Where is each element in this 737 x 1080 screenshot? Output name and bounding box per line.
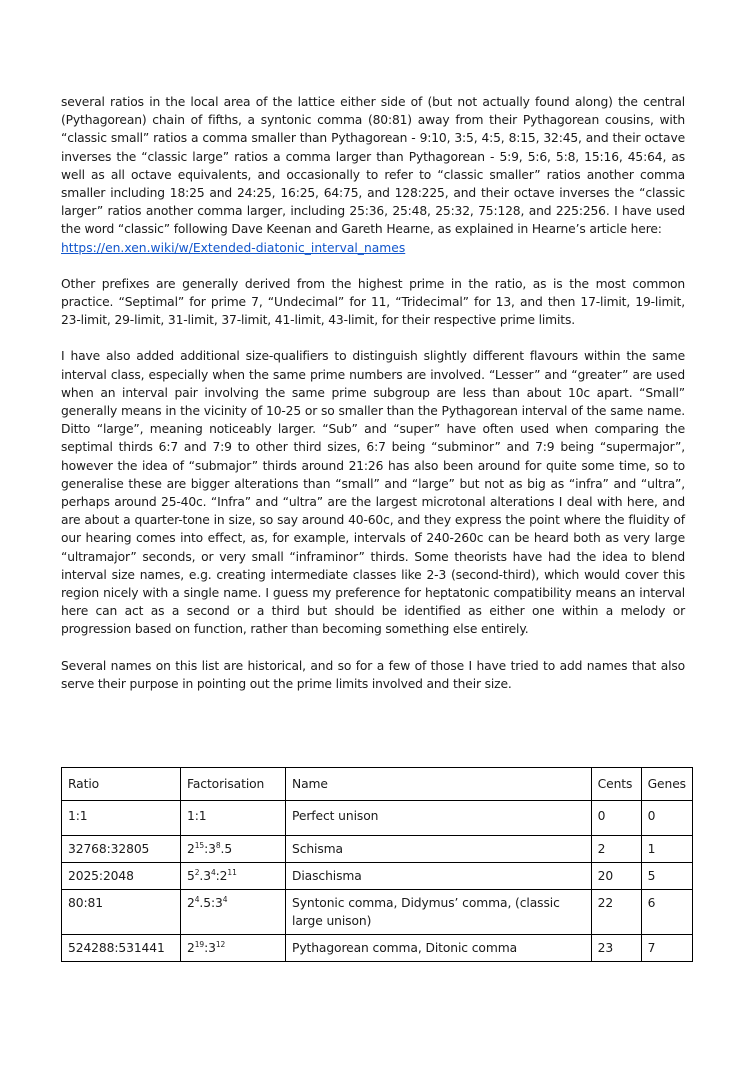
header-ratio: Ratio (62, 768, 181, 801)
table-row (62, 890, 693, 935)
table-row (62, 935, 693, 962)
factor-base: 2 (187, 896, 195, 910)
xen-wiki-link[interactable]: https://en.xen.wiki/w/Extended-diatonic_interval_names (61, 240, 406, 255)
cell-name: Syntonic comma, Didymus’ comma, (classic large unison) (286, 890, 592, 935)
cell-cents: 2 (591, 836, 641, 863)
factor-base: .5 (220, 842, 233, 856)
table-row (62, 836, 693, 863)
cell-cents: 0 (591, 801, 641, 836)
cell-name: Perfect unison (286, 801, 592, 836)
header-cents: Cents (591, 768, 641, 801)
header-name: Name (286, 768, 592, 801)
interval-table (61, 767, 693, 962)
factor-exponent: 8 (215, 840, 221, 850)
cell-genes: 6 (641, 890, 692, 935)
factor-base: 2 (187, 941, 195, 955)
factor-base: 2 (187, 842, 195, 856)
cell-name: Diaschisma (286, 863, 592, 890)
factor-base: .3 (199, 869, 211, 883)
factor-exponent: 2 (194, 867, 200, 877)
factor-base: :3 (204, 842, 216, 856)
table-row (62, 863, 693, 890)
paragraph-prime-prefixes: Other prefixes are generally derived from the highest prime in the ratio, as is the most common practice. “Septimal” for prime 7, “Undecimal” for 11, “Tridecimal” for 13, and then 17-limit, 19-limit, 23-limit, 29-limit, 31-limit, 37-limit, 41-limit, 43-limit, for their respective prime limits. (61, 276, 685, 328)
cell-ratio: 524288:531441 (62, 935, 181, 962)
cell-factorisation (181, 801, 286, 836)
cell-cents: 23 (591, 935, 641, 962)
factor-base: :2 (215, 869, 228, 883)
factor-exponent: 4 (194, 894, 200, 904)
factor-exponent: 12 (215, 939, 226, 949)
header-factorisation: Factorisation (181, 768, 286, 801)
factor-base: :3 (204, 941, 216, 955)
cell-ratio: 2025:2048 (62, 863, 181, 890)
cell-cents: 22 (591, 890, 641, 935)
cell-cents: 20 (591, 863, 641, 890)
factor-base: 5 (187, 869, 195, 883)
cell-factorisation (181, 863, 286, 890)
factor-base: .5:3 (199, 896, 223, 910)
factor-exponent: 4 (210, 867, 216, 877)
cell-factorisation (181, 836, 286, 863)
factor-base: 1:1 (187, 809, 207, 823)
cell-genes: 7 (641, 935, 692, 962)
header-genes: Genes (641, 768, 692, 801)
paragraph-size-qualifiers: I have also added additional size-qualifiers to distinguish slightly different flavours within the same interval class, especially when the same prime numbers are involved. “Lesser” and “greater” are used when an interval pair involving the same prime subgroup are less than about 10c apart. “Small” generally means in the vicinity of 10-25 or so smaller than the Pythagorean interval of the same name. Ditto “large”, meaning noticeably larger. “Sub” and “super” have often used when comparing the septimal thirds 6:7 and 7:9 to other third sizes, 6:7 being “subminor” and 7:9 being “supermajor”, however the idea of “submajor” thirds around 21:26 has also been around for quite some time, so to generalise these are bigger alterations than “small” and “large” but not as big as “infra” and “ultra”, perhaps around 25-40c. “Infra” and “ultra” are the largest microtonal alterations I deal with here, and are about a quarter-tone in size, so say around 40-60c, and they express the point where the fluidity of our hearing comes into effect, as, for example, intervals of 240-260c can be heard both as very large “ultramajor” seconds, or very small “inframinor” thirds. Some theorists have had the idea to blend interval size names, e.g. creating intermediate classes like 2-3 (second-third), which would cover this region nicely with a single name. I guess my preference for heptatonic compatibility means an interval here can act as a second or a third but should be identified as either one within a melody or progression based on function, rather than becoming something else entirely. (61, 349, 685, 637)
body-text (61, 93, 685, 693)
cell-ratio: 80:81 (62, 890, 181, 935)
paragraph-classic-ratios: several ratios in the local area of the lattice either side of (but not actually found along) the central (Pythagorean) chain of fifths, a syntonic comma (80:81) away from their Pythagorean cousins, with “classic small” ratios a comma smaller than Pythagorean - 9:10, 3:5, 4:5, 8:15, 32:45, and their octave inverses the “classic large” ratios a comma larger than Pythagorean - 5:9, 5:6, 5:8, 15:16, 45:64, as well as all octave equivalents, and occasionally to refer to “classic smaller” ratios another comma smaller including 18:25 and 24:25, 16:25, 64:75, and 128:225, and their octave inverses the “classic larger” ratios another comma larger, including 25:36, 25:48, 25:32, 75:128, and 225:256. I have used the word “classic” following Dave Keenan and Gareth Hearne, as explained in Hearne’s article here: (61, 95, 685, 237)
cell-genes: 1 (641, 836, 692, 863)
cell-name: Pythagorean comma, Ditonic comma (286, 935, 592, 962)
paragraph-historical-names: Several names on this list are historical, and so for a few of those I have tried to add names that also serve their purpose in pointing out the prime limits involved and their size. (61, 658, 685, 691)
factor-exponent: 11 (227, 867, 237, 877)
factor-exponent: 4 (222, 894, 228, 904)
cell-genes: 5 (641, 863, 692, 890)
factor-exponent: 15 (194, 840, 205, 850)
cell-ratio: 1:1 (62, 801, 181, 836)
cell-name: Schisma (286, 836, 592, 863)
cell-genes: 0 (641, 801, 692, 836)
factor-exponent: 19 (194, 939, 205, 949)
cell-factorisation (181, 935, 286, 962)
table-body (62, 801, 693, 962)
table-header-row (62, 768, 693, 801)
cell-ratio: 32768:32805 (62, 836, 181, 863)
cell-factorisation (181, 890, 286, 935)
table-row (62, 801, 693, 836)
